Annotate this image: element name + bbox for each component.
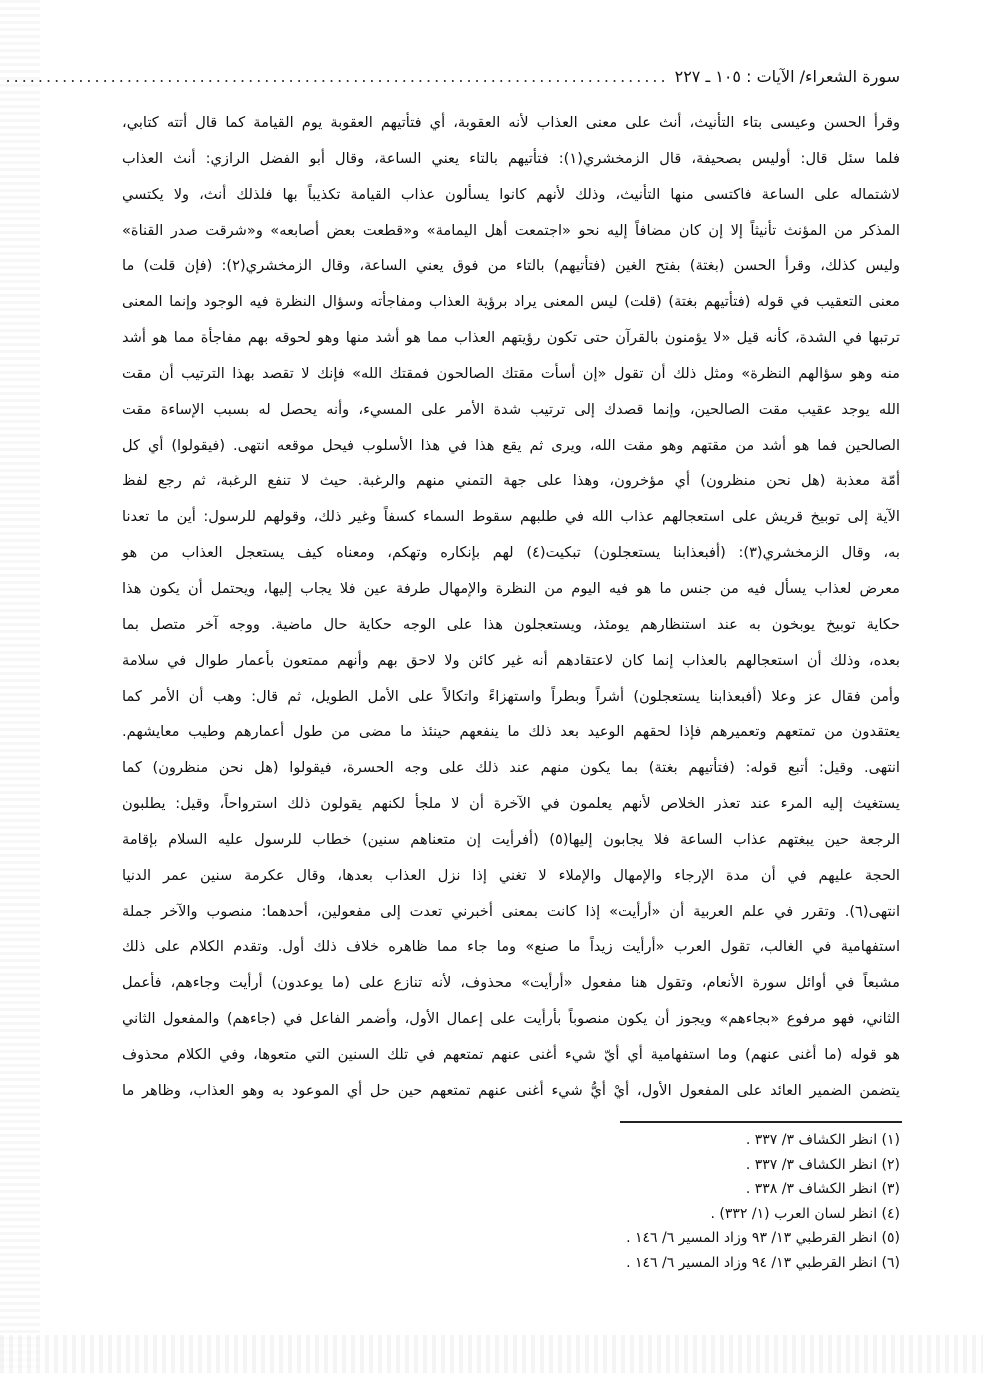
text-line: الثاني، فهو مرفوع «بجاءهم» ويجوز أن يكون منصوباً بأرأيت على إعمال الأول، وأضمر الفاعل في (جاءهم) والمفعول الثاني — [122, 1010, 900, 1028]
text-line: وليس كذلك، وقرأ الحسن (بغتة) بفتح الغين (فتأتيهم) بالتاء من فوق يعني الساعة، وقال الزمخشري(٢): (فإن قلت) ما — [122, 257, 900, 275]
text-line: معرض لعذاب يسأل فيه من جنس ما هو فيه اليوم من النظرة والإمهال طرفة عين فلا يجاب إليها، ويحتمل أن يكون هذا — [122, 579, 900, 597]
scan-bottom-noise — [0, 1335, 983, 1373]
text-line: بعده، وذلك أن استعجالهم بالعذاب إنما كان لاعتقادهم أنه غير كائن ولا لاحق بهم وأنهم ممتعون بأعمار طوال في سلامة — [122, 651, 900, 669]
text-line: انتهى(٦). وتقرر في علم العربية أن «أرأيت» إذا كانت بمعنى أخبرني تعدت إلى مفعولين، أحدهما: منصوب والآخر جملة — [122, 902, 900, 920]
text-line: وأمن فقال عز وعلا (أفبعذابنا يستعجلون) أشراً وبطراً واستهزاءً واتكالاً على الأمل الطويل، ثم قال: وهب أن الأمر كما — [122, 687, 900, 705]
footnote: (٦) انظر القرطبي ١٣/ ٩٤ وزاد المسير ٦/ ١٤٦ . — [626, 1254, 900, 1271]
text-line: فلما سئل قال: أوليس بصحيفة، قال الزمخشري(١): فتأتيهم بالتاء يعني الساعة، وقال أبو الفضل الرازي: أنث العذاب — [122, 149, 900, 167]
text-line: يستغيث إليه المرء عند تعذر الخلاص لأنهم يعلمون في الآخرة أن لا ملجأ لكنهم يقولون ذلك استرواحاً، وقيل: يطلبون — [122, 795, 900, 813]
text-line: المذكر من المؤنث تأنيثاً إلا إن كان مضافاً إليه نحو «اجتمعت أهل اليمامة» و«قطعت بعض أصابعه» و«شرقت صدر القناة» — [122, 221, 900, 239]
text-line: الله يوجد عقيب مقت الصالحين، وإنما قصدك إلى ترتيب شدة الأمر على المسيء، وأنه يحصل له بسبب الإساءة مقت — [122, 400, 900, 418]
scan-edge-noise — [0, 0, 40, 1373]
text-line: معنى التعقيب في قوله (فتأتيهم بغتة) (قلت) ليس المعنى يراد برؤية العذاب ومفاجأته وسؤال النظرة فيه الوجود وإنما المعنى — [122, 293, 900, 311]
text-line: الرجعة حين يبغتهم عذاب الساعة فلا يجابون إليها(٥) (أفرأيت إن متعناهم سنين) خطاب للرسول عليه السلام بإقامة — [122, 830, 900, 848]
main-text — [122, 112, 900, 1102]
text-line: الآية إلى توبيخ قريش على استعجالهم عذاب الله في طلبهم سقوط السماء كسفاً وغير ذلك، وقولهم للرسول: أين ما تعدنا — [122, 508, 900, 526]
footnote-separator — [620, 1121, 902, 1123]
text-line: يعتقدون من تمتعهم وتعميرهم فإذا لحقهم الوعيد بعد ذلك ما ينفعهم حينئذ ما مضى من طول أعمارهم وطيب معايشهم. — [122, 723, 900, 741]
running-header — [5, 62, 900, 90]
header-title: سورة الشعراء/ الآيات : ١٠٥ ـ ٢٢٧ — [674, 66, 900, 86]
footnote: (٣) انظر الكشاف ٣/ ٣٣٨ . — [745, 1181, 900, 1197]
text-line: يتضمن الضمير العائد على المفعول الأول، أيْ أيُّ شيء أغنى عنهم تمتعهم حين حل أي الموعود به وهو العذاب، وظاهر ما — [122, 1081, 900, 1099]
text-line: الحجة عليهم في أن مدة الإرجاء والإمهال والإملاء لا تغني إذا نزل العذاب بعدها، وقال عكرمة سنين عمر الدنيا — [122, 866, 900, 884]
footnote: (٢) انظر الكشاف ٣/ ٣٣٧ . — [745, 1156, 900, 1173]
footnote: (٤) انظر لسان العرب (١/ ٣٣٢) . — [710, 1205, 900, 1222]
text-line: وقرأ الحسن وعيسى بتاء التأنيث، أنث على معنى العذاب لأنه العقوبة، أي فتأتيهم العقوبة يوم القيامة كما قال أتته كتابي، — [122, 114, 900, 131]
text-line: حكاية توبيخ يوبخون به عند استنظارهم يومئذ، ويستعجلون هذا على الوجه حكاية حال ماضية. ووجه آخر متصل بما — [122, 615, 900, 633]
text-line: مشبعاً في أوائل سورة الأنعام، وتقول هنا مفعول «أرأيت» محذوف، لأنه تنازع على (ما يوعدون) أرأيت وجاءهم، فأعمل — [122, 974, 900, 992]
text-line: استفهامية في الغالب، تقول العرب «أرأيت زيداً ما صنع» وما جاء مما ظاهره خلاف ذلك أول. وتقدم الكلام على ذلك — [122, 938, 900, 956]
text-line: ترتبها في الشدة، كأنه قيل «لا يؤمنون بالقرآن حتى تكون رؤيتهم العذاب مما هو أشد منها وهو لحوقه بهم مفاجأة مما هو أشد — [122, 329, 900, 347]
text-line: أمّة معذبة (هل نحن منظرون) أي مؤخرون، وهذا على جهة التمني منهم والرغبة. حيث لا تنفع الرغبة، ثم رجع لفظ — [122, 472, 900, 490]
footnotes — [560, 1128, 900, 1275]
text-line: انتهى. وقيل: أتبع قوله: (فتأتيهم بغتة) بما يكون منهم عند ذلك على وجه الحسرة، فيقولوا (هل نحن منظرون) كما — [122, 759, 900, 777]
text-line: منه وهو سؤالهم النظرة» ومثل ذلك أن تقول «إن أسأت مقتك الصالحون فمقتك الله» فإنك لا تقصد بهذا الترتيب أن مقت — [122, 364, 900, 382]
header-leader-dots: .................................................................................. — [5, 66, 669, 86]
text-line: الصالحين فما هو أشد من مقتهم وهو مقت الله، ويرى ثم يقع هذا في هذا الأسلوب فيحل موقعه انتهى. (فيقولوا) أي كل — [122, 436, 900, 454]
text-line: لاشتماله على الساعة فاكتسى منها التأنيث، وذلك لأنهم كانوا يسألون عذاب القيامة تكذيباً بها فلذلك أنث، ولا يكتسي — [122, 185, 900, 203]
footnote: (١) انظر الكشاف ٣/ ٣٣٧ . — [745, 1132, 900, 1148]
text-line: هو قوله (ما أغنى عنهم) وما استفهامية أي أيّ شيء أغنى عنهم تمتعهم في تلك السنين التي متعوها، وفي الكلام محذوف — [122, 1045, 900, 1063]
footnote: (٥) انظر القرطبي ١٣/ ٩٣ وزاد المسير ٦/ ١٤٦ . — [626, 1230, 900, 1246]
text-line: به، وقال الزمخشري(٣): (أفبعذابنا يستعجلون) تبكيت(٤) لهم بإنكاره وتهكم، ومعناه كيف يستعجل العذاب من هو — [122, 544, 900, 562]
